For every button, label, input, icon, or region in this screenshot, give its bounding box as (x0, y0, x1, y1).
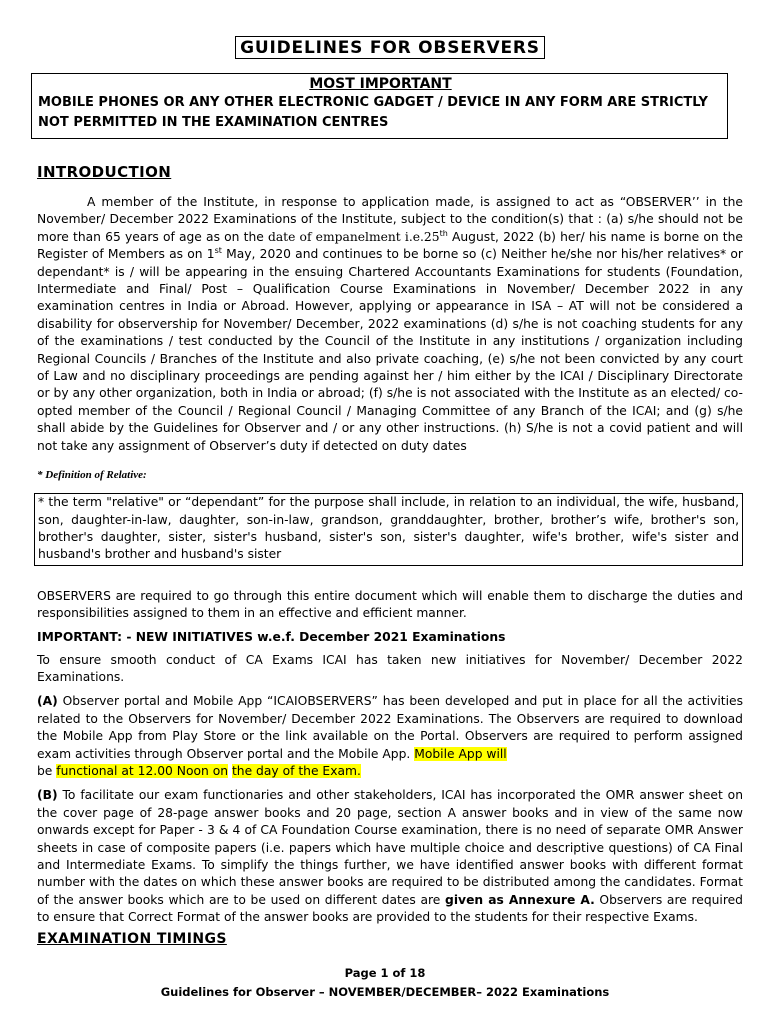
introduction-paragraph: A member of the Institute, in response to application made, is assigned to act as “OBSERVER’’ in the November/ December 2022 Examinations of the Institute, subject to the condition(s) that : (a) s/he should not be more than 65 years of age as on the date of empanelment i.e.25th August, 2022 (b) her/ his name is borne on the Register of Members as on 1st May, 2020 and continues to be borne so (c) Neither he/she nor his/her relatives* or dependant* is / will be appearing in the ensuing Chartered Accountants Examinations for students (Foundation, Intermediate and Final/ Post – Qualification Course Examinations in November/ December 2022 in any examination centres in India or Abroad. However, applying or appearance in ISA – AT will not be considered a disability for observership for November/ December, 2022 examinations (d) s/he is not coaching students for any of the examinations / test conducted by the Council of the Institute in any institutions / organization including Regional Councils / Branches of the Institute and also private coaching, (e) s/he not been convicted by any court of Law and no disciplinary proceedings are pending against her / him either by the ICAI / Disciplinary Directorate or by any other organization, both in India or abroad; (f) s/he is not associated with the Institute as an elected/ co-opted member of the Council / Regional Council / Managing Committee of any Branch of the ICAI; and (g) s/he shall abide by the Guidelines for Observer and / or any other instructions. (h) S/he is not a covid patient and will not take any assignment of Observer’s duty if detected on duty dates (37, 195, 743, 453)
most-important-text: MOBILE PHONES OR ANY OTHER ELECTRONIC GADGET / DEVICE IN ANY FORM ARE STRICTLY NOT PERMITTED IN THE EXAMINATION CENTRES (38, 95, 708, 130)
most-important-box (31, 73, 728, 139)
initiatives-heading: IMPORTANT: - NEW INITIATIVES w.e.f. December 2021 Examinations (37, 629, 506, 644)
document-page (37, 0, 743, 948)
most-important-heading: MOST IMPORTANT (309, 76, 452, 92)
page-footer (0, 964, 770, 1002)
definition-box (34, 493, 743, 566)
page-number: Page 1 of 18 (344, 966, 426, 980)
introduction-heading: INTRODUCTION (37, 163, 172, 181)
highlight-mobile-app: Mobile App will (414, 746, 507, 761)
definition-text: * the term "relative" or “dependant” for the purpose shall include, in relation to an individual, the wife, husband, son, daughter-in-law, daughter, son-in-law, grandson, granddaughter, brother, brother’s wife, brother's son, brother's daughter, sister, sister's husband, sister's son, sister's daughter, wife's brother, wife's sister and husband's brother and husband's sister (38, 495, 739, 562)
observers-paragraph: OBSERVERS are required to go through this entire document which will enable them to discharge the duties and responsibilities assigned to them in an effective and efficient manner. (37, 588, 743, 621)
initiative-a-paragraph: (A) Observer portal and Mobile App “ICAIOBSERVERS” has been developed and put in place for all the activities related to the Observers for November/ December 2022 Examinations. The Observers are required to download the Mobile App from Play Store or the link available on the Portal. Observers are required to perform assigned exam activities through Observer portal and the Mobile App. Mobile App will be functional at 12.00 Noon on the day of the Exam. (37, 694, 743, 778)
document-title: GUIDELINES FOR OBSERVERS (235, 36, 545, 59)
initiative-b-paragraph: (B) To facilitate our exam functionaries and other stakeholders, ICAI has incorporated the OMR answer sheet on the cover page of 28-page answer books and 20 page, section A answer books and in view of the same now onwards except for Paper - 3 & 4 of CA Foundation Course examination, there is no need of separate OMR Answer sheets in case of composite papers (i.e. papers which have multiple choice and descriptive questions) of CA Final and Intermediate Exams. To simplify the things further, we have identified answer books with different format number with the dates on which these answer books are required to be distributed among the candidates. Format of the answer books which are to be used on different dates are given as Annexure A. Observers are required to ensure that Correct Format of the answer books are provided to the students for their respective Exams. (37, 788, 743, 925)
initiatives-intro: To ensure smooth conduct of CA Exams ICAI has taken new initiatives for November/ December 2022 Examinations. (37, 652, 743, 684)
exam-timings-heading: EXAMINATION TIMINGS (37, 930, 227, 947)
definition-label: * Definition of Relative: (37, 469, 147, 482)
highlight-exam-day: the day of the Exam. (231, 763, 361, 778)
highlight-functional-time: functional at 12.00 Noon on (56, 763, 229, 778)
footer-title: Guidelines for Observer – NOVEMBER/DECEMBER– 2022 Examinations (160, 985, 610, 999)
